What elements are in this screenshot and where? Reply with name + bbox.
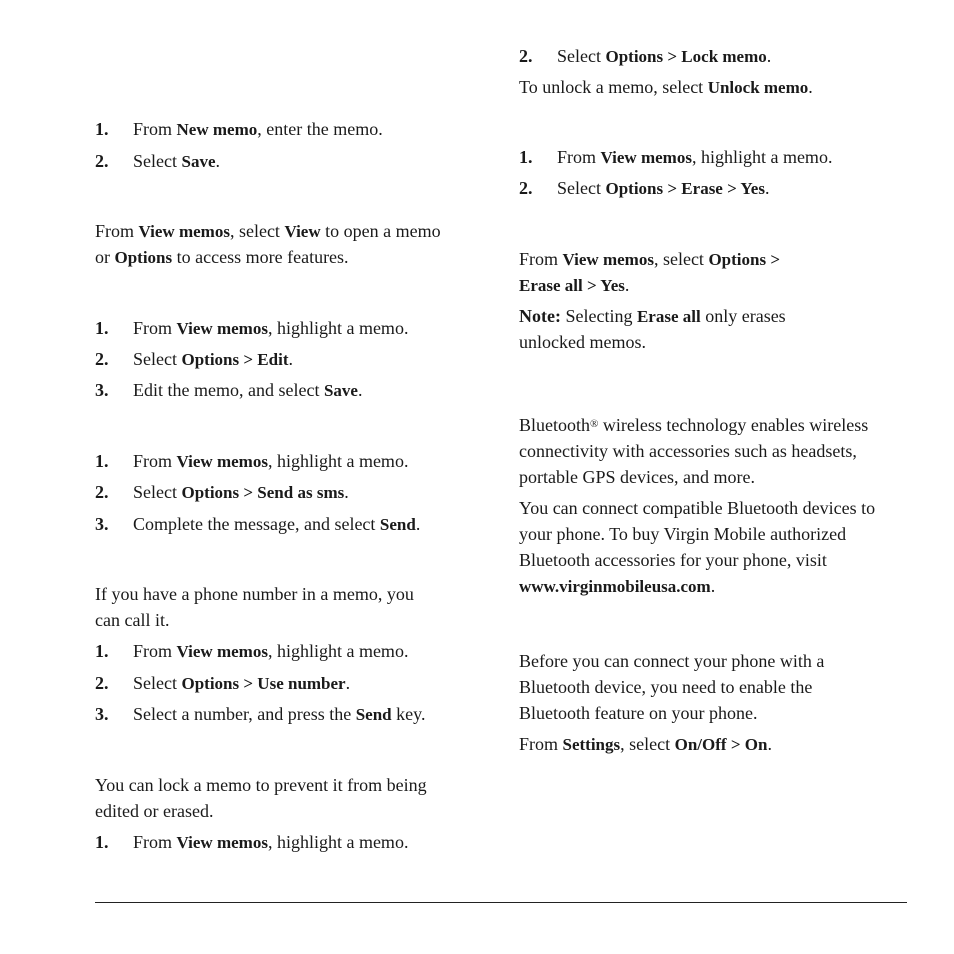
- text: From: [95, 221, 139, 241]
- text: to access more features.: [172, 247, 349, 267]
- bluetooth-paragraph-line-2: connectivity with accessories such as headsets,: [519, 441, 857, 461]
- step-text: .: [415, 514, 421, 534]
- step-text: , highlight a memo.: [267, 451, 409, 471]
- text: , select: [653, 249, 709, 269]
- step-text: .: [357, 380, 363, 400]
- edit-step-3: [95, 377, 362, 404]
- edit-step-2: [95, 346, 293, 373]
- text: .: [767, 734, 772, 754]
- bluetooth-connect-line-2: your phone. To buy Virgin Mobile authorized: [519, 524, 847, 544]
- menu-command: Options > Lock memo: [605, 47, 767, 66]
- step-text: Edit the memo, and select: [133, 380, 324, 400]
- call-paragraph-line-2: can call it.: [95, 610, 170, 630]
- step-number: 1.: [95, 318, 109, 338]
- menu-command: View memos: [562, 250, 654, 269]
- lock-paragraph-line-2: edited or erased.: [95, 801, 214, 821]
- step-number: 2.: [95, 482, 109, 502]
- bluetooth-connect-line-3: Bluetooth accessories for your phone, visit: [519, 550, 827, 570]
- menu-command: View memos: [176, 642, 268, 661]
- step-number: 2.: [95, 151, 109, 171]
- text: .: [710, 576, 716, 596]
- enable-paragraph-line-1: Before you can connect your phone with a: [519, 651, 825, 671]
- step-text: From: [133, 832, 177, 852]
- step-text: , highlight a memo.: [267, 318, 409, 338]
- menu-command: Options >: [708, 250, 781, 269]
- step-text: From: [133, 451, 177, 471]
- text: or: [95, 247, 115, 267]
- step-text: From: [133, 641, 177, 661]
- step-text: .: [215, 151, 220, 171]
- text: .: [624, 275, 630, 295]
- step-text: Select: [133, 482, 182, 502]
- bluetooth-connect-line-4: [519, 573, 715, 600]
- step-number: 1.: [519, 147, 533, 167]
- enable-paragraph-line-3: Bluetooth feature on your phone.: [519, 703, 758, 723]
- bluetooth-connect-line-1: You can connect compatible Bluetooth devices to: [519, 498, 876, 518]
- call-paragraph-line-1: If you have a phone number in a memo, you: [95, 584, 414, 604]
- send-step-3: [95, 511, 420, 538]
- step-text: , enter the memo.: [257, 119, 383, 139]
- erase-all-line-1: [519, 246, 780, 273]
- step-text: Select: [557, 178, 606, 198]
- text: to open a memo: [320, 221, 441, 241]
- text: .: [808, 77, 813, 97]
- menu-command: View memos: [176, 319, 268, 338]
- bluetooth-paragraph-line-1: [519, 412, 868, 438]
- text: , select: [229, 221, 285, 241]
- step-text: Select: [133, 151, 182, 171]
- enable-paragraph-line-2: Bluetooth device, you need to enable the: [519, 677, 813, 697]
- menu-command: Options: [114, 248, 173, 267]
- lock-paragraph-line-1: You can lock a memo to prevent it from being: [95, 775, 427, 795]
- send-step-2: [95, 479, 349, 506]
- step-number: 2.: [519, 46, 533, 66]
- step-number: 1.: [95, 451, 109, 471]
- step-number: 2.: [95, 673, 109, 693]
- step-text: From: [133, 119, 177, 139]
- step-text: , highlight a memo.: [267, 641, 409, 661]
- menu-command: Send: [355, 705, 392, 724]
- note-line-1: [519, 303, 786, 330]
- step-text: .: [766, 46, 772, 66]
- step-text: From: [557, 147, 601, 167]
- menu-command: New memo: [176, 120, 258, 139]
- step-number: 3.: [95, 514, 109, 534]
- step-text: , highlight a memo.: [691, 147, 833, 167]
- menu-command: Save: [323, 381, 358, 400]
- call-step-3: [95, 701, 425, 728]
- step-text: .: [345, 673, 351, 693]
- text: wireless technology enables wireless: [598, 415, 869, 435]
- enable-paragraph-line-4: [519, 731, 772, 758]
- step-number: 3.: [95, 704, 109, 724]
- menu-command: Options > Edit: [181, 350, 289, 369]
- menu-command: View memos: [176, 452, 268, 471]
- step-text: From: [133, 318, 177, 338]
- registered-mark: ®: [590, 418, 599, 430]
- menu-command: View: [284, 222, 321, 241]
- text: From: [519, 734, 563, 754]
- step-number: 1.: [95, 832, 109, 852]
- lock-step-1: [95, 829, 408, 856]
- text: From: [519, 249, 563, 269]
- call-step-1: [95, 638, 408, 665]
- new-memo-step-2: [95, 148, 220, 175]
- step-text: .: [764, 178, 770, 198]
- menu-command: Unlock memo: [707, 78, 809, 97]
- step-number: 3.: [95, 380, 109, 400]
- text: To unlock a memo, select: [519, 77, 708, 97]
- step-text: .: [344, 482, 349, 502]
- step-text: Select a number, and press the: [133, 704, 356, 724]
- note-line-2: unlocked memos.: [519, 332, 646, 352]
- send-step-1: [95, 448, 408, 475]
- text: Selecting: [560, 306, 637, 326]
- unlock-paragraph: [519, 74, 813, 101]
- menu-command: Send: [379, 515, 416, 534]
- website-url: www.virginmobileusa.com: [519, 577, 711, 596]
- step-text: Complete the message, and select: [133, 514, 380, 534]
- view-memos-line-1: [95, 218, 441, 245]
- step-text: Select: [133, 349, 182, 369]
- text: Bluetooth: [519, 415, 590, 435]
- menu-command: Options > Erase > Yes: [605, 179, 765, 198]
- text: , select: [620, 734, 675, 754]
- step-number: 2.: [95, 349, 109, 369]
- step-text: key.: [391, 704, 426, 724]
- bluetooth-paragraph-line-3: portable GPS devices, and more.: [519, 467, 755, 487]
- step-number: 1.: [95, 641, 109, 661]
- text: only erases: [700, 306, 786, 326]
- edit-step-1: [95, 315, 408, 342]
- menu-command: Options > Send as sms: [181, 483, 345, 502]
- menu-command: Save: [181, 152, 216, 171]
- step-text: .: [288, 349, 293, 369]
- step-text: Select: [133, 673, 182, 693]
- menu-command: Options > Use number: [181, 674, 346, 693]
- menu-command: Settings: [562, 735, 621, 754]
- menu-command: On/Off > On: [674, 735, 768, 754]
- erase-all-line-2: [519, 272, 629, 299]
- menu-command: View memos: [600, 148, 692, 167]
- menu-command: View memos: [176, 833, 268, 852]
- note-label: Note:: [519, 306, 561, 326]
- step-text: Select: [557, 46, 606, 66]
- new-memo-step-1: [95, 116, 383, 143]
- lock-step-2: [519, 43, 771, 70]
- call-step-2: [95, 670, 350, 697]
- menu-command: View memos: [138, 222, 230, 241]
- footer-rule: [95, 902, 907, 903]
- step-number: 1.: [95, 119, 109, 139]
- view-memos-line-2: [95, 244, 349, 271]
- erase-step-2: [519, 175, 769, 202]
- menu-command: Erase all > Yes: [519, 276, 625, 295]
- erase-step-1: [519, 144, 832, 171]
- step-text: , highlight a memo.: [267, 832, 409, 852]
- step-number: 2.: [519, 178, 533, 198]
- menu-command: Erase all: [636, 307, 701, 326]
